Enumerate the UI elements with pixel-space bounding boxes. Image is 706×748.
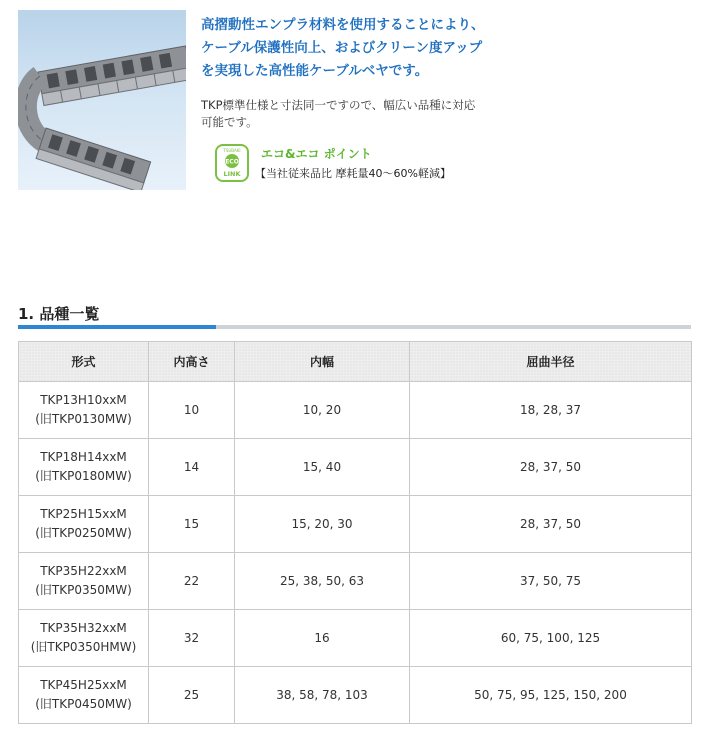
cell-bend-radius: 60, 75, 100, 125	[410, 610, 692, 667]
eco-point-note: 【当社従来品比 摩耗量40〜60%軽減】	[255, 167, 451, 180]
description-line: 可能です。	[201, 115, 258, 129]
product-table	[18, 341, 692, 724]
svg-text:TSUBAKI: TSUBAKI	[223, 148, 241, 153]
cell-inner-height: 22	[149, 553, 235, 610]
description-line: TKP標準仕様と寸法同一ですので、幅広い品種に対応	[201, 98, 476, 112]
cell-bend-radius: 37, 50, 75	[410, 553, 692, 610]
old-model-code: (旧TKP0450MW)	[35, 697, 132, 711]
model-code: TKP18H14xxM	[40, 450, 127, 464]
svg-text:ECO: ECO	[225, 158, 239, 166]
header-model: 形式	[19, 342, 149, 382]
cell-inner-width: 15, 40	[235, 439, 410, 496]
headline-line: を実現した高性能ケーブルベヤです。	[201, 63, 429, 79]
cell-model	[19, 553, 149, 610]
cell-inner-width: 38, 58, 78, 103	[235, 667, 410, 724]
product-image	[18, 10, 186, 190]
model-code: TKP35H22xxM	[40, 564, 127, 578]
cell-inner-height: 15	[149, 496, 235, 553]
cell-inner-height: 32	[149, 610, 235, 667]
table-header-row	[19, 342, 692, 382]
cell-model	[19, 496, 149, 553]
header-bend-radius: 屈曲半径	[410, 342, 692, 382]
cell-model	[19, 667, 149, 724]
cell-inner-height: 10	[149, 382, 235, 439]
table-row	[19, 553, 692, 610]
cell-inner-width: 16	[235, 610, 410, 667]
model-code: TKP35H32xxM	[40, 621, 127, 635]
cable-carrier-illustration	[18, 10, 186, 190]
header-inner-height: 内高さ	[149, 342, 235, 382]
section-title: 1. 品種一覧	[18, 305, 100, 323]
svg-text:LINK: LINK	[223, 170, 241, 178]
old-model-code: (旧TKP0350MW)	[35, 583, 132, 597]
eco-point-title: エコ&エコ ポイント	[261, 147, 372, 161]
hero-text	[201, 14, 691, 131]
table-row	[19, 610, 692, 667]
section-divider-accent	[18, 325, 216, 329]
model-code: TKP25H15xxM	[40, 507, 127, 521]
headline-line: ケーブル保護性向上、およびクリーン度アップ	[201, 40, 483, 56]
headline-line: 高摺動性エンプラ材料を使用することにより、	[201, 17, 485, 33]
cell-model	[19, 382, 149, 439]
cell-bend-radius: 28, 37, 50	[410, 496, 692, 553]
old-model-code: (旧TKP0250MW)	[35, 526, 132, 540]
cell-inner-width: 15, 20, 30	[235, 496, 410, 553]
cell-bend-radius: 28, 37, 50	[410, 439, 692, 496]
model-code: TKP13H10xxM	[40, 393, 127, 407]
cell-inner-width: 25, 38, 50, 63	[235, 553, 410, 610]
old-model-code: (旧TKP0350HMW)	[30, 640, 137, 654]
cell-bend-radius: 18, 28, 37	[410, 382, 692, 439]
old-model-code: (旧TKP0180MW)	[35, 469, 132, 483]
cell-inner-width: 10, 20	[235, 382, 410, 439]
cell-inner-height: 14	[149, 439, 235, 496]
section-divider	[18, 325, 691, 329]
cell-model	[19, 439, 149, 496]
model-code: TKP45H25xxM	[40, 678, 127, 692]
cell-bend-radius: 50, 75, 95, 125, 150, 200	[410, 667, 692, 724]
table-row	[19, 439, 692, 496]
eco-link-logo	[215, 144, 249, 182]
table-row	[19, 496, 692, 553]
table-row	[19, 667, 692, 724]
cell-model	[19, 610, 149, 667]
old-model-code: (旧TKP0130MW)	[35, 412, 132, 426]
eco-link-logo-art	[217, 146, 247, 180]
table-row	[19, 382, 692, 439]
hero-headline	[201, 14, 691, 83]
cell-inner-height: 25	[149, 667, 235, 724]
hero-description	[201, 97, 691, 131]
header-inner-width: 内幅	[235, 342, 410, 382]
